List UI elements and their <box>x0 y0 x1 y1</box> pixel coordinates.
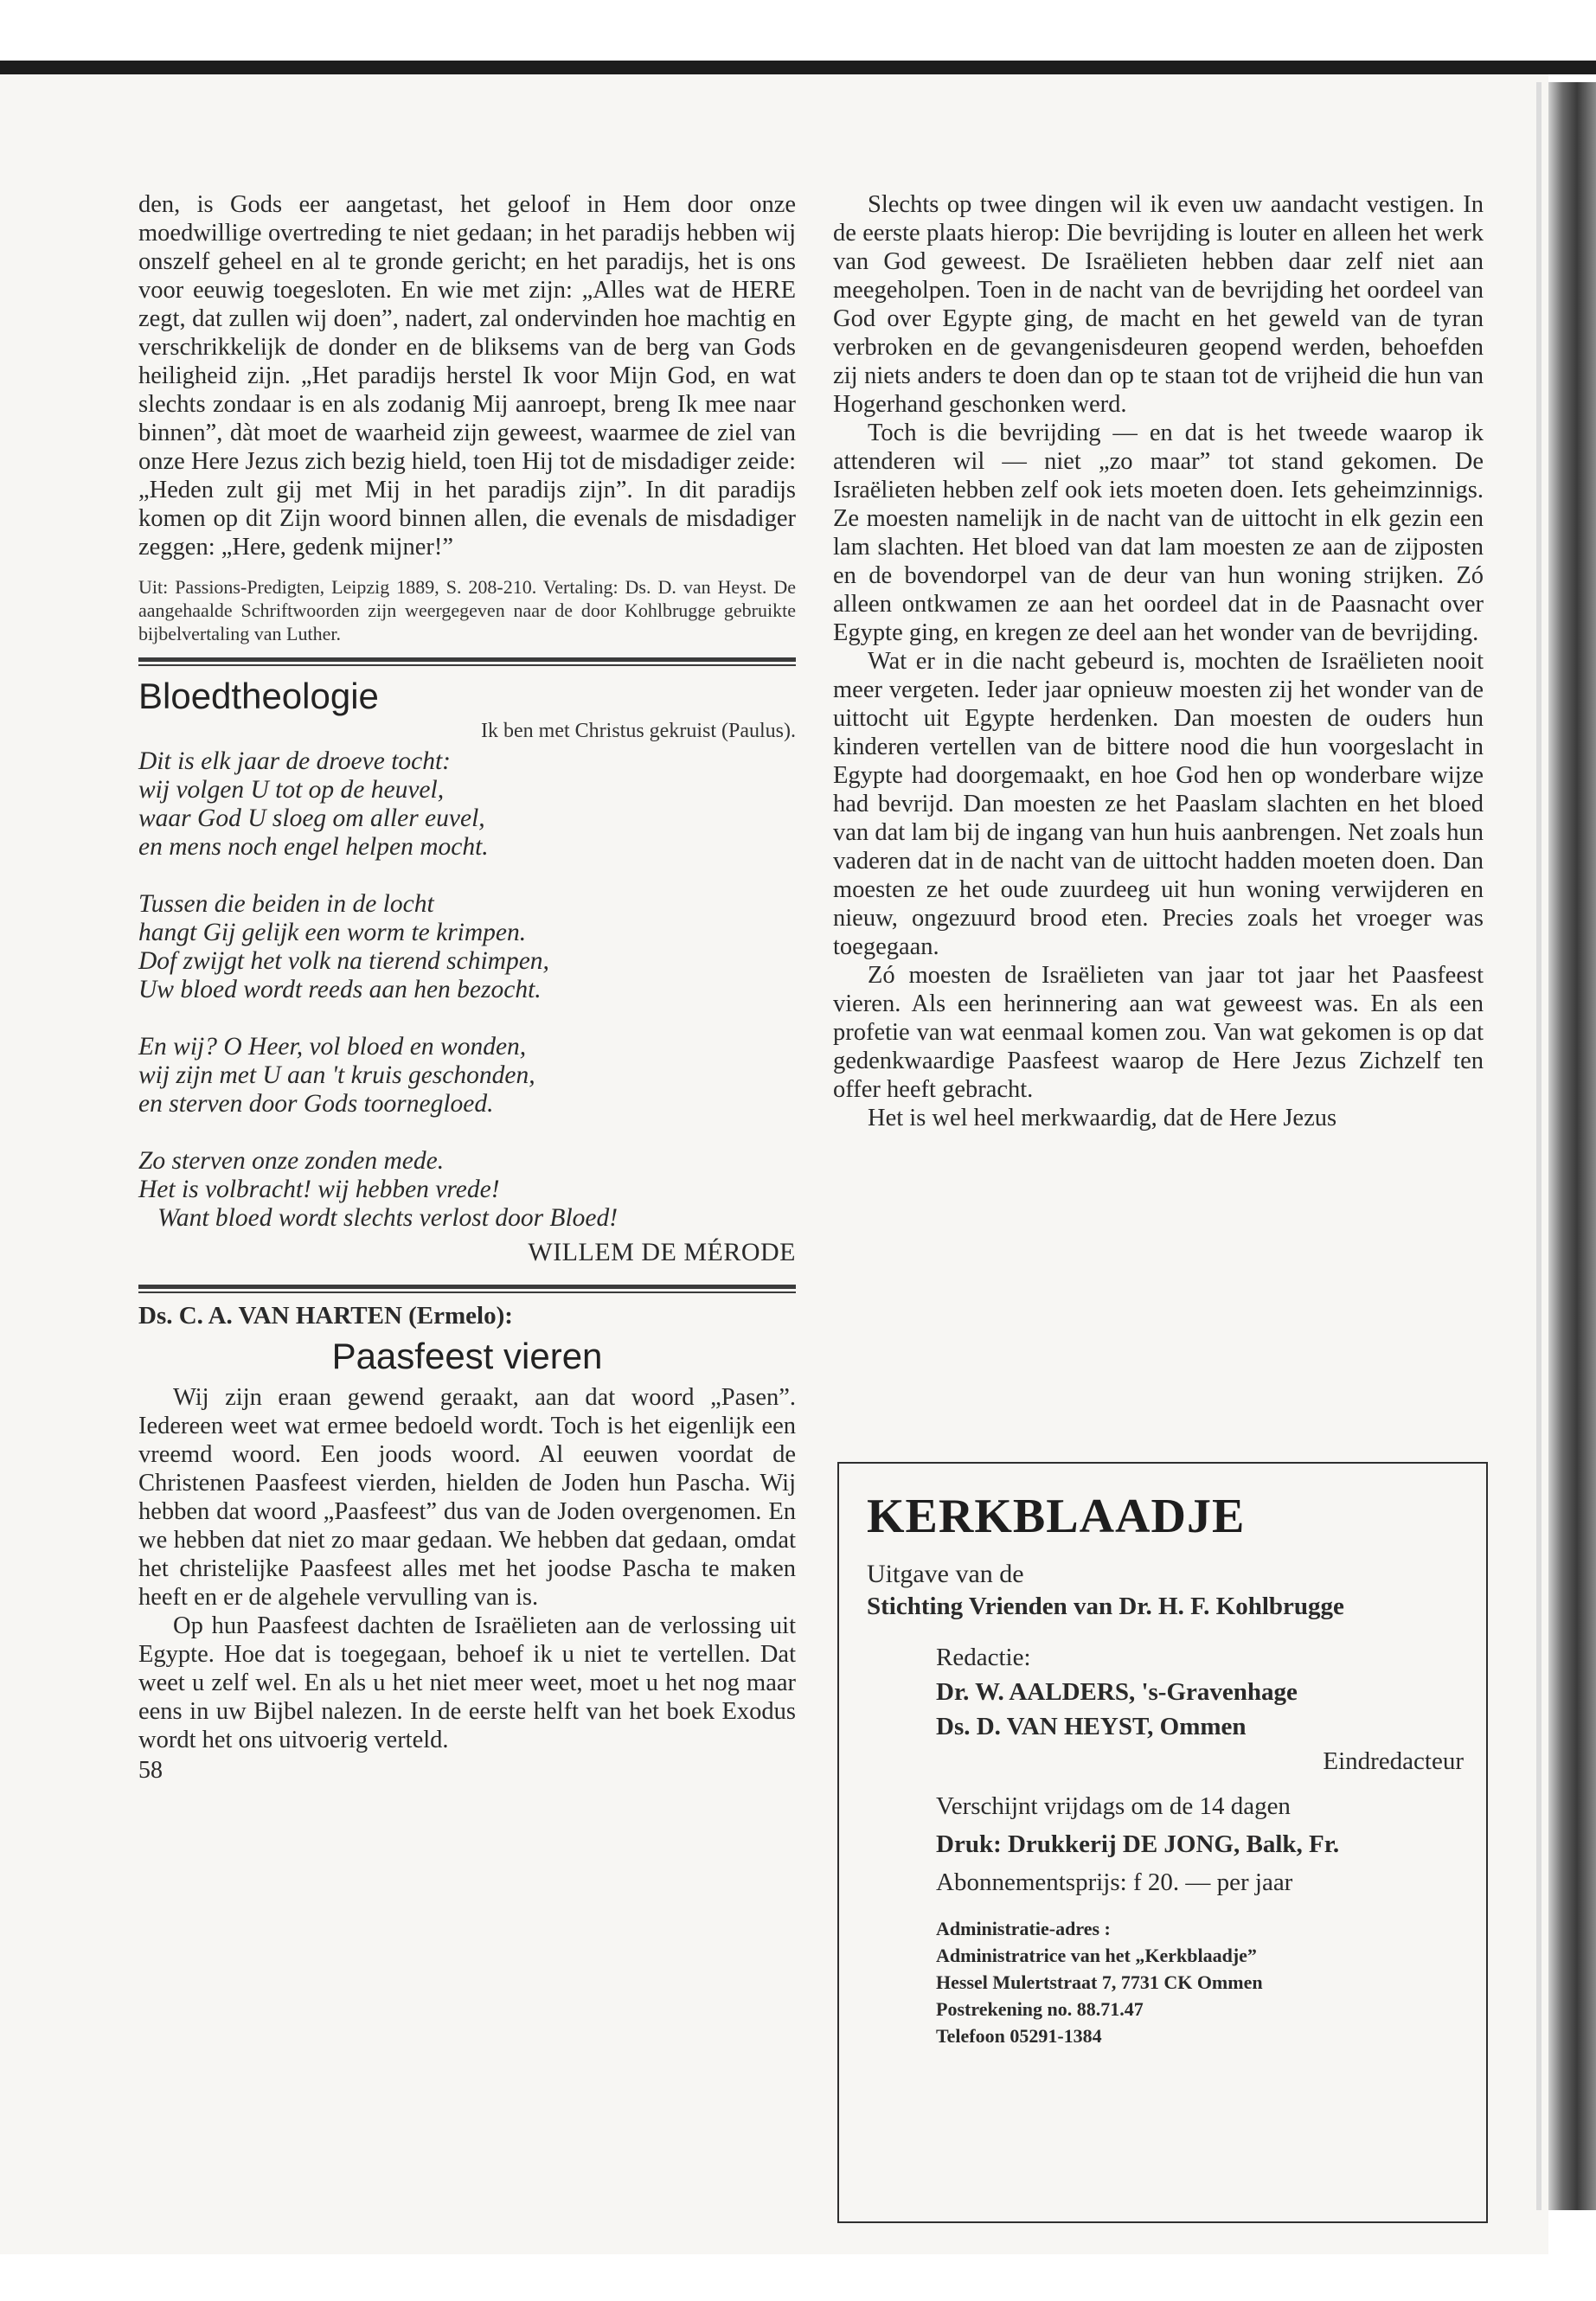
right-column <box>833 190 1484 1132</box>
poem-author: WILLEM DE MÉRODE <box>528 1238 796 1266</box>
editor-2-role: Eindredacteur <box>1323 1747 1464 1775</box>
article-paragraph: Wij zijn eraan gewend geraakt, aan dat woord „Pasen”. Iedereen weet wat ermee bedoeld wordt. Toch is het eigenlijk een vreemd woord. Een joods woord. Al eeuwen voordat de Christenen Paasfeest vierden, hielden de Joden hun Pascha. Wij hebben dat woord „Paasfeest” dus van de Joden overgenomen. En we hebben dat niet zo maar gedaan. We hebben dat gedaan, omdat het christelijke Paasfeest alles met het joodse Pascha te maken heeft en er de algehele vervulling van is. <box>138 1384 796 1611</box>
colophon-content <box>867 1490 1464 2049</box>
poem-motto: Ik ben met Christus gekruist (Paulus). <box>481 720 796 742</box>
section-divider <box>138 1285 796 1289</box>
source-note: Uit: Passions-Predigten, Leipzig 1889, S. 208-210. Vertaling: Ds. D. van Heyst. De aangehaalde Schriftwoorden zijn weergegeven naar de door Kohlbrugge gebruikte bijbelvertaling van Luther. <box>138 576 796 644</box>
publication-frequency: Verschijnt vrijdags om de 14 dagen <box>936 1792 1291 1820</box>
poem-stanza-1 <box>138 747 796 862</box>
poem-title: Bloedtheologie <box>138 676 379 716</box>
colophon-box <box>837 1462 1488 2223</box>
article-paragraph: Het is wel heel merkwaardig, dat de Here Jezus <box>868 1105 1337 1131</box>
poem-line: Dof zwijgt het volk na tierend schimpen, <box>138 947 549 975</box>
poem-line: Zo sterven onze zonden mede. <box>138 1147 445 1175</box>
poem-line: hangt Gij gelijk een worm te krimpen. <box>138 919 527 946</box>
poem-line: wij zijn met U aan 't kruis geschonden, <box>138 1061 535 1089</box>
admin-name: Administratrice van het „Kerkblaadje” <box>936 1945 1257 1966</box>
page-number: 58 <box>138 1757 163 1784</box>
printer: Druk: Drukkerij DE JONG, Balk, Fr. <box>936 1830 1340 1858</box>
article-byline: Ds. C. A. VAN HARTEN (Ermelo): <box>138 1302 513 1330</box>
article-paragraph: Toch is die bevrijding — en dat is het tweede waarop ik attenderen wil — niet „zo maar” tot stand gekomen. De Israëlieten hebben zelf ook iets moeten doen. Iets geheimzinnigs. Ze moesten namelijk in de nacht van de uittocht in elk gezin een lam slachten. Het bloed van dat lam moesten ze aan de zijposten en de bovendorpel van de deur van hun woning strijken. Zó alleen ontkwamen ze aan het oordeel dat in de Paasnacht over Egypte ging, en kregen ze deel aan het wonder van de bevrijding. <box>833 420 1484 646</box>
poem-line: Want bloed wordt slechts verlost door Bloed! <box>157 1204 619 1232</box>
section-divider-thin <box>138 664 796 666</box>
phone-number: Telefoon 05291-1384 <box>936 2025 1102 2047</box>
section-divider <box>138 657 796 662</box>
book-spine-edge <box>1536 82 1542 2210</box>
poem-line: en sterven door Gods toornegloed. <box>138 1090 494 1118</box>
book-spine <box>1548 82 1596 2210</box>
left-column <box>138 190 796 1785</box>
poem-stanza-4 <box>138 1147 796 1233</box>
article-paragraph: Op hun Paasfeest dachten de Israëlieten aan de verlossing uit Egypte. Hoe dat is toegegaan, behoef ik u niet te vertellen. Dat weet u zelf wel. En als u het niet meer weet, moet u het nog maar eens in uw Bijbel nalezen. In de eerste helft van het boek Exodus wordt het ons uitvoerig verteld. <box>138 1612 796 1753</box>
subscription-price: Abonnementsprijs: f 20. — per jaar <box>936 1868 1293 1896</box>
giro-number: Postrekening no. 88.71.47 <box>936 1998 1144 2020</box>
poem-line: waar God U sloeg om aller euvel, <box>138 804 485 832</box>
publisher-name: Stichting Vrienden van Dr. H. F. Kohlbrugge <box>867 1593 1344 1620</box>
section-divider-thin <box>138 1292 796 1293</box>
editorial-label: Redactie: <box>936 1644 1031 1671</box>
editor-1: Dr. W. AALDERS, 's-Gravenhage <box>936 1678 1298 1706</box>
article-paragraph: Zó moesten de Israëlieten van jaar tot jaar het Paasfeest vieren. Als een herinnering aan wat geweest was. En als een profetie van wat eenmaal komen zou. Van wat gekomen is op dat gedenkwaardige Paasfeest waarop de Here Jezus Zichzelf ten offer heeft gebracht. <box>833 962 1484 1103</box>
intro-paragraph: den, is Gods eer aangetast, het geloof in Hem door onze moedwillige overtreding te niet gedaan; in het paradijs hebben wij onszelf geheel en al te gronde gericht; en het paradijs, het is ons voor eeuwig toegesloten. En wie met zijn: „Alles wat de HERE zegt, dat zullen wij doen”, nadert, zal ondervinden hoe machtig en verschrikkelijk de donder en de bliksems van de berg van Gods heiligheid zijn. „Het paradijs herstel Ik voor Mijn God, en wat slechts zondaar is en als zodanig Mij aanroept, breng Ik mee naar binnen”, dàt moet de waarheid zijn geweest, waarmee de ziel van onze Here Jezus zich bezig hield, toen Hij tot de misdadiger zeide: „Heden zult gij met Mij in het paradijs zijn”. In dit paradijs komen op dit Zijn woord binnen allen, die evenals de misdadiger zeggen: „Here, gedenk mijner!” <box>138 191 796 561</box>
editor-2: Ds. D. VAN HEYST, Ommen <box>936 1713 1247 1740</box>
poem-stanza-3 <box>138 1033 796 1118</box>
admin-address: Hessel Mulertstraat 7, 7731 CK Ommen <box>936 1971 1263 1993</box>
scan-top-edge <box>0 61 1596 74</box>
article-paragraph: Slechts op twee dingen wil ik even uw aandacht vestigen. In de eerste plaats hierop: Die bevrijding is louter en alleen het werk van God geweest. De Israëlieten hebben daar zelf niet aan meegeholpen. Toen in de nacht van de bevrijding het oordeel van God over Egypte ging, de macht en het geweld van de tyran verbroken en de gevangenisdeuren geopend werden, behoefden zij niets anders te doen dan op te staan tot de vrijheid die hun van Hogerhand geschonken werd. <box>833 191 1484 418</box>
poem-line: Dit is elk jaar de droeve tocht: <box>138 747 452 775</box>
article-paragraph: Wat er in die nacht gebeurd is, mochten de Israëlieten nooit meer vergeten. Ieder jaar opnieuw moesten zij het wonder van de uittocht uit Egypte herdenken. Dan moesten de ouders hun kinderen vertellen van de bittere nood die hun voorgeslacht in Egypte had doorgemaakt, en hoe God hen op wonderbare wijze had bevrijd. Dan moesten ze het Paaslam slachten en het bloed van dat lam bij de ingang van hun huis aanbrengen. Net zoals hun vaderen dat in de nacht van de uittocht hadden moeten doen. Dan moesten ze het oude zuurdeeg uit hun woning verwijderen en nieuw, ongezuurd brood eten. Precies zoals het vroeger was toegegaan. <box>833 648 1484 960</box>
poem-line: Uw bloed wordt reeds aan hen bezocht. <box>138 976 542 1003</box>
poem-line: wij volgen U tot op de heuvel, <box>138 776 445 804</box>
poem-stanza-2 <box>138 890 796 1004</box>
poem-line: en mens noch engel helpen mocht. <box>138 833 489 861</box>
poem-line: Tussen die beiden in de locht <box>138 890 434 918</box>
colophon-title: KERKBLAADJE <box>867 1490 1246 1543</box>
poem-line: En wij? O Heer, vol bloed en wonden, <box>138 1033 527 1061</box>
scan-top-margin <box>0 0 1596 62</box>
poem-line: Het is volbracht! wij hebben vrede! <box>138 1176 500 1203</box>
article-title: Paasfeest vieren <box>331 1336 603 1376</box>
poem-block <box>138 675 796 1269</box>
publisher-label: Uitgave van de <box>867 1560 1024 1588</box>
admin-label: Administratie-adres : <box>936 1918 1111 1939</box>
